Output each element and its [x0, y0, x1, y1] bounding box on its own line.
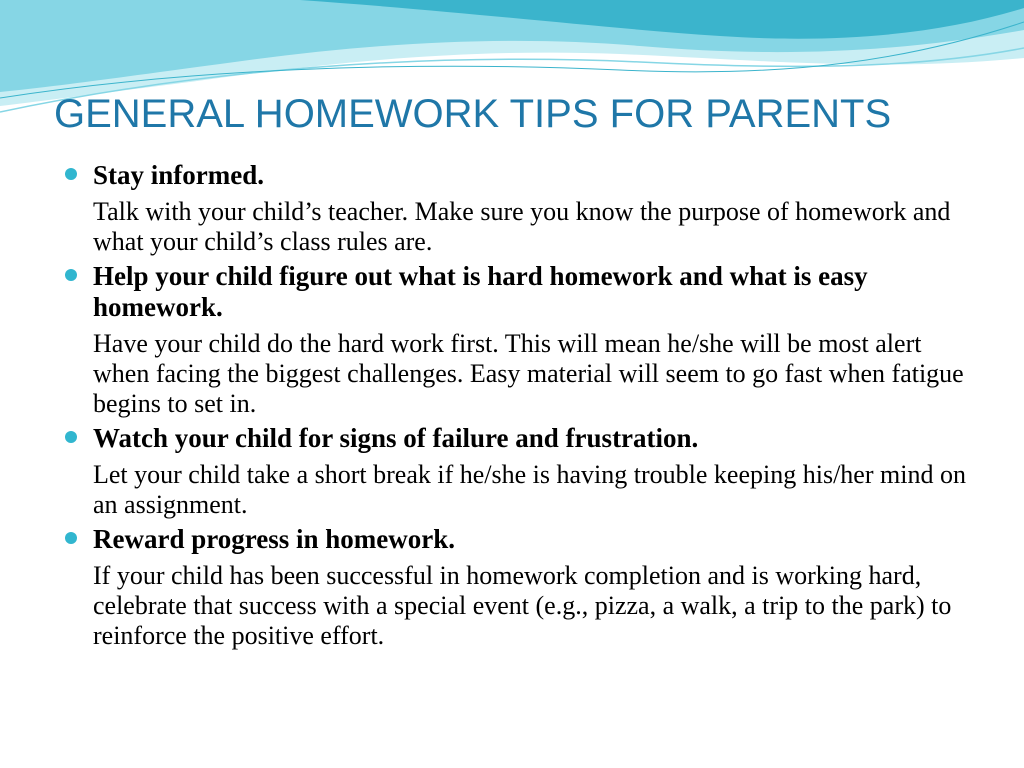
- tip-body: If your child has been successful in homework completion and is working hard, celebrate that success with a special event (e.g., pizza, a walk, a trip to the park) to reinforce the positive effort.: [93, 561, 952, 650]
- tip-heading-text: Stay informed.: [93, 160, 264, 190]
- bullet-icon: [65, 431, 77, 443]
- tip-heading-text: Reward progress in homework.: [93, 524, 455, 554]
- tip-item: [62, 524, 972, 651]
- tips-list: [62, 160, 972, 655]
- tip-heading-text: Watch your child for signs of failure and frustration.: [93, 423, 699, 453]
- tip-heading-text: Help your child figure out what is hard homework and what is easy homework.: [93, 261, 868, 322]
- tip-body: Talk with your child’s teacher. Make sure you know the purpose of homework and what your child’s class rules are.: [93, 197, 951, 256]
- bullet-icon: [65, 269, 77, 281]
- tip-body: Have your child do the hard work first. This will mean he/she will be most alert when facing the biggest challenges. Easy material will seem to go fast when fatigue begins to set in.: [93, 329, 964, 418]
- bullet-icon: [65, 532, 77, 544]
- bullet-icon: [65, 168, 77, 180]
- tip-heading: [62, 524, 972, 555]
- tip-item: [62, 160, 972, 257]
- tip-item: [62, 261, 972, 419]
- slide-title: GENERAL HOMEWORK TIPS FOR PARENTS: [54, 92, 892, 136]
- tip-body: Let your child take a short break if he/she is having trouble keeping his/her mind on an assignment.: [93, 460, 966, 519]
- tip-item: [62, 423, 972, 520]
- tip-heading: [62, 160, 972, 191]
- tip-heading: [62, 423, 972, 454]
- tip-heading: [62, 261, 972, 323]
